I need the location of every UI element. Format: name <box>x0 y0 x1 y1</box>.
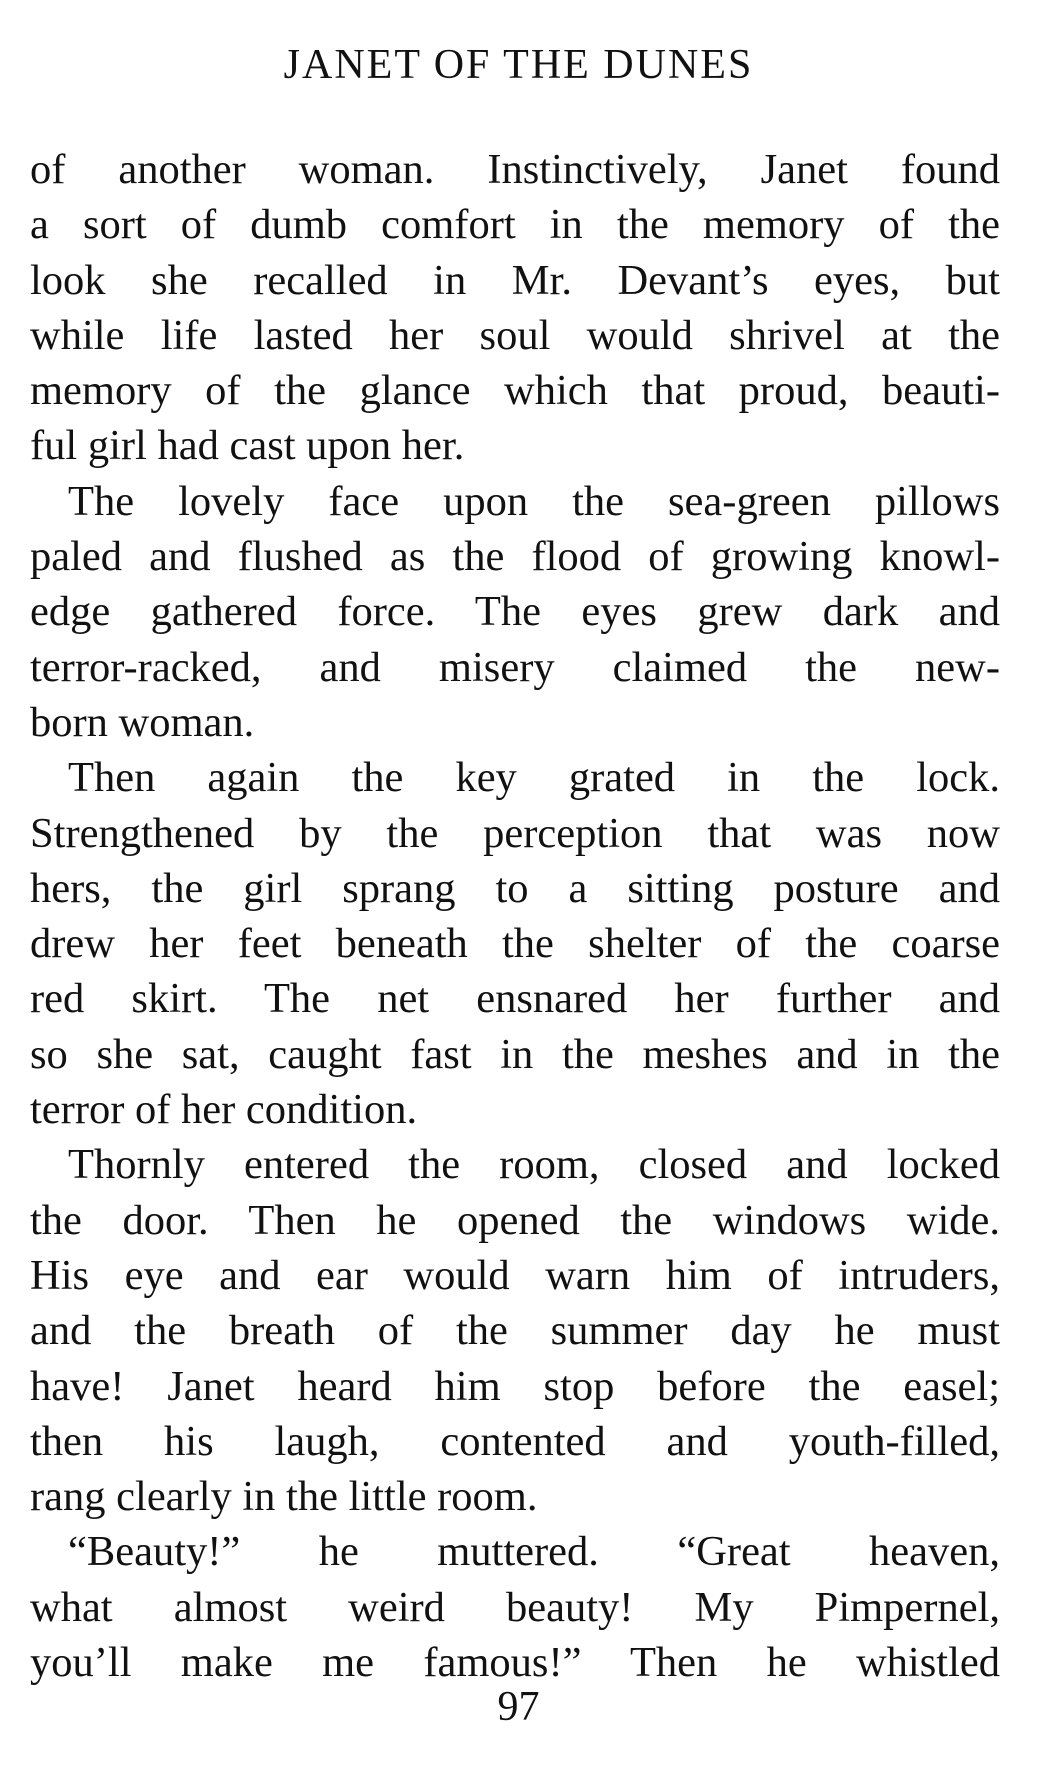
text-line: Strengthened by the perception that was now <box>30 809 1000 857</box>
text-line: drew her feet beneath the shelter of the coarse <box>30 920 1000 968</box>
paragraph-1 <box>30 142 1000 474</box>
text-line: Then again the key grated in the lock. <box>68 754 1000 802</box>
text-line: and the breath of the summer day he must <box>30 1307 1000 1355</box>
paragraph-5 <box>30 1524 1000 1690</box>
text-line: rang clearly in the little room. <box>30 1473 538 1521</box>
paragraph-4 <box>30 1137 1000 1524</box>
paragraph-2 <box>30 474 1000 750</box>
text-line: so she sat, caught fast in the meshes and in the <box>30 1030 1000 1078</box>
text-line: red skirt. The net ensnared her further and <box>30 975 1000 1023</box>
text-line: The lovely face upon the sea-green pillows <box>68 477 1000 525</box>
body-text <box>30 142 1000 1690</box>
text-line: terror of her condition. <box>30 1086 418 1134</box>
page-number: 97 <box>497 1684 540 1730</box>
text-line: memory of the glance which that proud, beauti- <box>30 367 1000 415</box>
paragraph-3 <box>30 750 1000 1137</box>
text-line: terror-racked, and misery claimed the new- <box>30 643 1000 691</box>
text-line: a sort of dumb comfort in the memory of the <box>30 201 1000 249</box>
text-line: the door. Then he opened the windows wide. <box>30 1196 1000 1244</box>
text-line: edge gathered force. The eyes grew dark and <box>30 588 1000 636</box>
running-head: JANET OF THE DUNES <box>283 42 754 88</box>
text-line: of another woman. Instinctively, Janet found <box>30 146 1000 193</box>
text-line: have! Janet heard him stop before the easel; <box>30 1362 1000 1410</box>
text-line: Thornly entered the room, closed and locked <box>68 1141 1000 1189</box>
text-line: paled and flushed as the flood of growing knowl- <box>30 533 1000 581</box>
text-line: hers, the girl sprang to a sitting posture and <box>30 864 1000 912</box>
text-line: look she recalled in Mr. Devant’s eyes, but <box>30 256 1000 304</box>
text-line: you’ll make me famous!” Then he whistled <box>30 1639 1000 1687</box>
text-line: while life lasted her soul would shrivel at the <box>30 311 1000 359</box>
text-line: then his laugh, contented and youth-filled, <box>30 1417 1000 1465</box>
text-line: what almost weird beauty! My Pimpernel, <box>30 1583 1000 1631</box>
text-line: His eye and ear would warn him of intruders, <box>30 1251 1000 1299</box>
text-line: “Beauty!” he muttered. “Great heaven, <box>68 1528 1000 1576</box>
text-line: ful girl had cast upon her. <box>30 422 465 470</box>
text-line: born woman. <box>30 698 255 746</box>
